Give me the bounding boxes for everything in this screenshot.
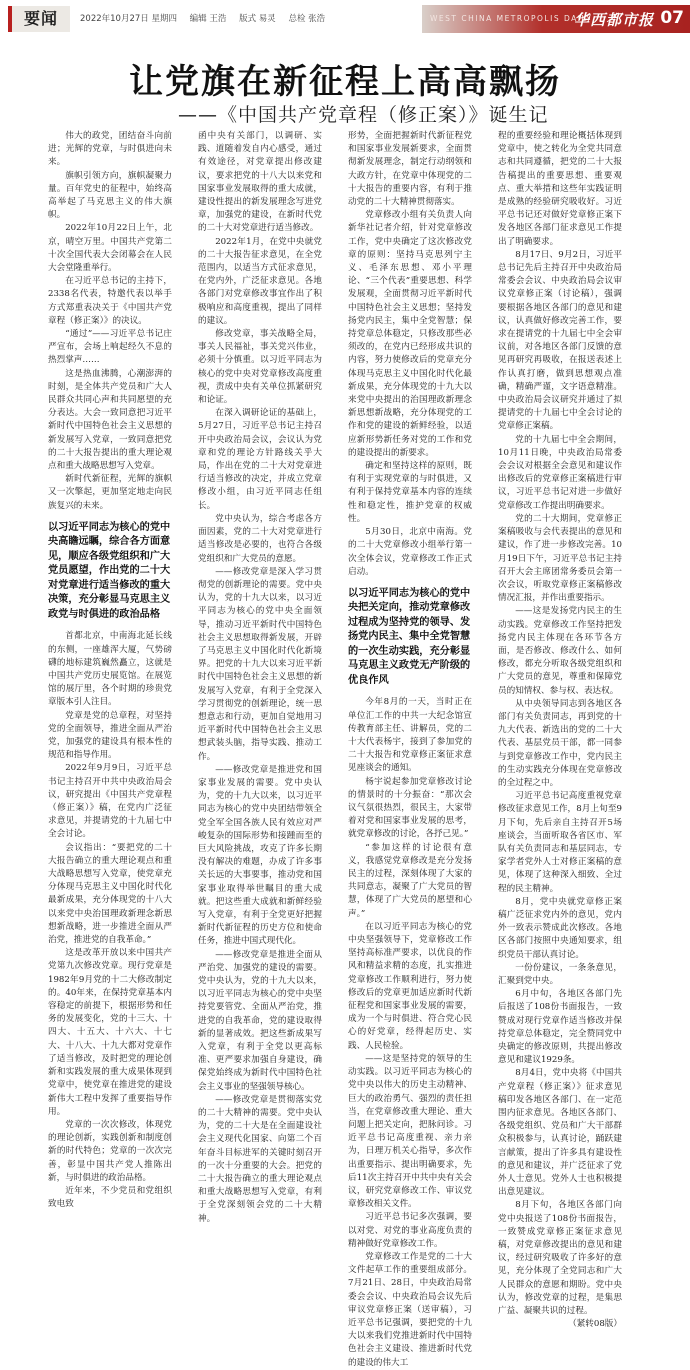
paragraph: 2022年9月9日，习近平总书记主持召开中共中央政治局会议，研究提出《中国共产党章程（修正案）》稿，在党内广泛征求意见，并提请党的十九届七中全会讨论。 bbox=[48, 763, 172, 840]
paragraph: 党的二十大期间，党章修正案稿吸收与会代表提出的意见和建议，作了进一步修改完善。10月19日下午，习近平总书记主持召开大会主席团常务委员会第一次会议，听取党章修正案稿修改情况汇报，并作出重要指示。 bbox=[498, 513, 622, 604]
paragraph: 党的十九届七中全会期间，10月11日晚，中央政治局常委会会议对根据全会意见和建议作出修改后的党章修正案稿进行审议，习近平总书记对进一步做好党章修改工作提出明确要求。 bbox=[498, 434, 622, 511]
paragraph: ——这是坚持党的领导的生动实践。以习近平同志为核心的党中央以伟大的历史主动精神、巨大的政治勇气、强烈的责任担当，在党章修改重大理论、重大问题上把关定向，把脉问诊。习近平总书记高度重视、亲力亲为，日理万机关心指导，多次作出重要指示、提出明确要求，先后11次主持召开中共中央有关会议，研究党章修改工作、审议党章修改相关文件。 bbox=[348, 1053, 472, 1210]
subheading: 以习近平同志为核心的党中央高瞻远瞩，综合各方面意见，顺应各级党组织和广大党员愿望，作出党的二十大对党章进行适当修改的重大决策，充分彰显马克思主义政党与时俱进的政治品格 bbox=[48, 521, 171, 620]
paragraph: 党章修改工作是党的二十大文件起草工作的重要组成部分。7月21日、28日，中央政治局常委会会议、中央政治局会议先后审议党章修正案（送审稿），习近平总书记强调，要把党的十九大以来我们党推进新时代中国特色社会主义建设、推进新时代党的建设的伟大工 bbox=[348, 1251, 472, 1368]
header-meta bbox=[80, 12, 335, 24]
editor-credit: 编辑 王浩 bbox=[189, 14, 227, 24]
paragraph: 程的重要经验和理论概括体现到党章中，使之转化为全党共同意志和共同遵循，把党的二十大报告稿提出的重要思想、重要观点、重大举措和这些年实践证明是成熟的经验研究吸收好。习近平总书记还对做好党章修正案下发各地区各部门征求意见工作提出了明确要求。 bbox=[498, 131, 622, 247]
paragraph: 确定和坚持这样的原则，既有利于实现党章的与时俱进，又有利于保持党章基本内容的连续性和稳定性，推护党章的权威性。 bbox=[348, 461, 472, 524]
article-column-2 bbox=[198, 130, 322, 1226]
paragraph: 修改党章，事关战略全局，事关人民福祉，事关党兴伟业，必须十分慎重。以习近平同志为核心的党中央对党章修改高度重视，责成中央有关单位抓紧研究和论证。 bbox=[198, 329, 322, 406]
paragraph: 6月中旬，各地区各部门先后报送了108份书面报告，一致赞成对现行党章作适当修改并保持党章总体稳定，完全赞同党中央确定的修改原则，共提出修改意见和建议1929条。 bbox=[498, 989, 622, 1066]
section-label: 要闻 bbox=[8, 6, 70, 32]
layout-credit: 版式 易灵 bbox=[239, 14, 276, 24]
issue-date: 2022年10月27日 星期四 bbox=[80, 14, 177, 24]
paper-name: 华西都市报 bbox=[574, 11, 655, 29]
paragraph: 习近平总书记多次强调，要以对党、对党的事业高度负责的精神做好党章修改工作。 bbox=[348, 1212, 472, 1249]
paragraph: 首都北京，中南海北延长线的东侧，一座雄浑大厦，气势磅礴的地标建筑巍然矗立，这就是中国共产党历史展览馆。在展览馆的展厅里，各个时期的珍贵党章版本引人注目。 bbox=[48, 631, 172, 708]
paragraph: 党章的一次次修改，体现党的理论创新，实践创新和制度创新的时代特色；党章的一次次完善，彰显中国共产党人推陈出新，与时俱进的政治品格。 bbox=[48, 1119, 172, 1183]
continuation-note: （紧转08版） bbox=[568, 1319, 622, 1330]
paragraph: 在以习近平同志为核心的党中央坚强领导下，党章修改工作坚持高标准严要求，以优良的作风和精益求精的态度，扎实推进党章修改工作顺利进行，努力使修改后的党章更加适应新时代新征程党和国家事业发展的需要，成为一个与时俱进、符合党心民心的好党章，经得起历史、实践、人民检验。 bbox=[348, 921, 472, 1051]
subheading: 以习近平同志为核心的党中央把关定向，推动党章修改过程成为坚持党的领导、发扬党内民主、集中全党智慧的一次生动实践，充分彰显马克思主义政党无产阶级的优良作风 bbox=[348, 587, 471, 686]
masthead-band bbox=[422, 5, 690, 33]
checker-credit: 总检 张浩 bbox=[288, 14, 326, 24]
paragraph: 8月，党中央就党章修正案稿广泛征求党内外的意见，党内外一致表示赞成此次修改。各地区各部门按照中央通知要求，组织党员干部认真讨论。 bbox=[498, 896, 622, 960]
paragraph: 8月4日，党中央将《中国共产党章程（修正案）》征求意见稿印发各地区各部门、在一定范围内征求意见。各地区各部门、各级党组织、党员和广大干部群众积极参与，认真讨论，踊跃建言献策，提出了许多具有建设性的意见和建议，并广泛征求了党外人士意见。党外人士也积极提出意见建议。 bbox=[498, 1068, 622, 1198]
paragraph: 2022年1月，在党中央就党的二十大报告征求意见，在全党范围内，以适当方式征求意见，在党内外，广泛征求意见。各地各部门对党章修改事宜作出了积极响应和高度重视，提出了同样的建议。 bbox=[198, 236, 322, 326]
paragraph: 函中央有关部门，以调研、实践、道随着发自内心感受，通过有效途径，对党章提出修改建议，要求把党的十八大以来党和国家事业发展取得的重大成就，建设性提出的新发展理念写进党章，加强党的建设，在新时代党的二十大对党章进行适当修改。 bbox=[198, 131, 322, 234]
paragraph: 8月下旬，各地区各部门向党中央报送了108份书面报告，一致赞成党章修正案征求意见稿，对党章修改提出的意见和建议，经过研究吸收了许多好的意见，充分体现了全党同志和广大人民群众的意愿和期盼。党中央认为，修改党章的过程，是集思广益、凝聚共识的过程。 bbox=[498, 1200, 622, 1317]
page-header bbox=[0, 0, 690, 38]
paragraph: “通过”——习近平总书记庄严宣布，会场上响起经久不息的热烈掌声…… bbox=[48, 329, 172, 366]
paragraph: 旗帜引领方向，旗帜凝聚力量。百年党史的征程中，始终高高举起了马克思主义的伟大旗帜。 bbox=[48, 170, 172, 221]
paragraph: 党章修改小组有关负责人向新华社记者介绍，针对党章修改工作，党中央确定了这次修改党章的原则：坚持马克思列宁主义、毛泽东思想、邓小平理论、“三个代表”重要思想、科学发展观，全面贯彻习近平新时代中国特色社会主义思想；坚持发扬党内民主，集中全党智慧；保持党章总体稳定，只修改那些必须改的，在党内已经形成共识的内容，努力使修改后的党章充分体现马克思主义中国化时代化最新成果，充分体现党的十九大以来党中央提出的治国理政新理念新思想新战略，充分体现党的工作和党的建设的新鲜经验，以适应新形势新任务对党的工作和党的建设提出的新要求。 bbox=[348, 210, 472, 458]
paragraph: 从中央领导同志到各地区各部门有关负责同志，再到党的十九大代表、新选出的党的二十大代表、基层党员干部，都一同参与到党章修改工作中，党内民主的生动实践充分体现在党章修改的全过程之中。 bbox=[498, 698, 622, 788]
paragraph: “参加这样的讨论很有意义，我感觉党章修改是充分发扬民主的过程，深刻体现了大家的共同意志，凝聚了广大党员的智慧，体现了广大党员的愿望和心声。” bbox=[348, 842, 472, 919]
paragraph: 2022年10月22日上午，北京，晴空万里。中国共产党第二十次全国代表大会闭幕会在人民大会堂隆重举行。 bbox=[48, 223, 172, 274]
paragraph: 形势，全面把握新时代新征程党和国家事业发展新要求，全面贯彻新发展理念，制定行动纲领和大政方针，在党章中体现党的二十大报告的重要内容，有利于推动党的二十大精神贯彻落实。 bbox=[348, 131, 472, 208]
paragraph: ——修改党章是推进全面从严治党、加强党的建设的需要。党中央认为，党的十九大以来，以习近平同志为核心的党中央坚持党要管党、全面从严治党，推进党的自我革命，党的建设取得新的显著成效。把这些新成果写入党章，有利于全党以更高标准、更严要求加强自身建设，确保党始终成为新时代中国特色社会主义事业的坚强领导核心。 bbox=[198, 949, 322, 1092]
paragraph: 党章是党的总章程，对坚持党的全面领导，推进全面从严治党，加强党的建设具有根本性的规范和指导作用。 bbox=[48, 710, 172, 761]
paragraph: 一份份建议，一条条意见，汇聚到党中央。 bbox=[498, 962, 622, 986]
article-column-3 bbox=[348, 130, 472, 1370]
paragraph: 近年来，不少党员和党组织致电致 bbox=[48, 1185, 172, 1210]
article-subhead: ——《中国共产党章程（修正案）》诞生记 bbox=[178, 104, 549, 126]
paragraph: 在深入调研论证的基础上，5月27日，习近平总书记主持召开中央政治局会议，会议认为党章和党的理论方针路线关乎大局，作出在党的二十大对党章进行适当修改的决定，并成立党章修改小组，由习近平同志任组长。 bbox=[198, 408, 322, 511]
article-headline: 让党旗在新征程上高高飘扬 bbox=[129, 62, 561, 102]
paragraph: ——修改党章是推进党和国家事业发展的需要。党中央认为，党的十九大以来，以习近平同志为核心的党中央团结带领全党全军全国各族人民有效应对严峻复杂的国际形势和接踵而至的巨大风险挑战，攻克了许多长期没有解决的难题，办成了许多事关长远的大事要事，推动党和国家事业取得举世瞩目的重大成就。把这些重大成就和新鲜经验写入党章，有利于全党更好把握新时代新征程的历史方位和使命任务，推进中国式现代化。 bbox=[198, 764, 322, 947]
paragraph: 会议指出：“要把党的二十大报告确立的重大理论观点和重大战略思想写入党章，使党章充分体现马克思主义中国化时代化最新成果，充分体现党的十八大以来党中央治国理政新理念新思想新战略，进一步推进全面从严治党，推进党的自我革命。” bbox=[48, 842, 172, 946]
paragraph: ——这是发扬党内民主的生动实践。党章修改工作坚持把发扬党内民主体现在各环节各方面，是否修改、修改什么、如何修改，都充分听取各级党组织和广大党员的意见，尊重和保障党员的知情权、参与权、表达权。 bbox=[498, 606, 622, 696]
paragraph: 5月30日，北京中南海。党的二十大党章修改小组举行第一次全体会议，党章修改工作正式启动。 bbox=[348, 527, 472, 577]
article-column-4 bbox=[498, 130, 622, 1331]
paragraph: ——修改党章是深入学习贯彻党的创新理论的需要。党中央认为，党的十九大以来，以习近平同志为核心的党中央全面领导，推动习近平新时代中国特色社会主义思想取得新发展，开辟了马克思主义中国化时代化新境界。把党的十九大以来习近平新时代中国特色社会主义思想的新发展写入党章，有利于全党深入学习贯彻党的创新理论，统一思想意志和行动，更加自觉地用习近平新时代中国特色社会主义思想武装头脑，指导实践、推动工作。 bbox=[198, 566, 322, 762]
paragraph: 8月17日、9月2日，习近平总书记先后主持召开中央政治局常委会会议、中央政治局会议审议党章修正案（讨论稿），强调要根据各地区各部门的意见和建议，认真做好修改完善工作，要求在提请党的十九届七中全会审议前，对各地区各部门反馈的意见再研究再吸收，在报送表述上作认真打磨，做到思想观点准确，精确严谨，文字语意精准。中央政治局会议研究并通过了拟提请党的十九届七中全会讨论的党章修正案稿。 bbox=[498, 249, 622, 432]
paragraph: 今年8月的一天，当时正在单位汇工作的中共一大纪念馆宣传教育部主任、讲解员，党的二十大代表杨宇，接到了参加党的二十大报告和党章修正案征求意见座谈会的通知。 bbox=[348, 697, 472, 774]
paragraph: 这是改革开放以来中国共产党第九次修改党章。现行党章是1982年9月党的十二大修改制定的。40年来，在保持党章基本内容稳定的前提下，根据形势和任务的发展变化，党的十三大、十四大、十五大、十六大、十七大、十八大、十九大都对党章作了适当修改，及时把党的理论创新和实践发展的重大成果体现到党章中，使党章在推进党的建设新伟大工程中发挥了重要指导作用。 bbox=[48, 948, 172, 1117]
paragraph: 新时代新征程，光辉的旗帜又一次擎起，更加坚定地走向民族复兴的未来。 bbox=[48, 474, 172, 511]
paragraph: 这是热血沸腾，心潮澎湃的时刻，是全体共产党员和广大人民群众共同心声和共同愿望的充分表达。大会一致同意把习近平新时代中国特色社会主义思想的新发展写入党章，一致同意把党的二十大报告提出的重大理论观点和重大战略思想写入党章。 bbox=[48, 368, 172, 472]
paragraph: 党中央认为，综合考虑各方面因素，党的二十大对党章进行适当修改是必要的，也符合各级党组织和广大党员的意愿。 bbox=[198, 513, 322, 564]
paragraph: 在习近平总书记的主持下，2338名代表，特邀代表以举手方式郑重表决关于《中国共产党章程（修正案）》的决议。 bbox=[48, 276, 172, 326]
masthead-english: WEST CHINA METROPOLIS DAILY bbox=[430, 14, 593, 23]
page-number: 07 bbox=[660, 8, 684, 28]
article-column-1 bbox=[48, 130, 172, 1211]
paragraph: 杨宇说起参加党章修改讨论的情景时的十分振奋：“那次会议气氛很热烈，很民主，大家带着对党和国家事业发展的思考，就党章修改的讨论，各抒己见。” bbox=[348, 776, 472, 840]
paragraph: 习近平总书记高度重视党章修改征求意见工作，8月上旬至9月下旬，先后亲自主持召开5场座谈会，当面听取各省区市、军队有关负责同志和基层同志，专家学者党外人士对修正案稿的意见，体现了这种深入细致、全过程的民主精神。 bbox=[498, 791, 622, 894]
paragraph: 伟大的政党，团结奋斗向前进；光辉的党章，与时俱进向未来。 bbox=[48, 131, 172, 168]
paragraph: ——修改党章是贯彻落实党的二十大精神的需要。党中央认为，党的二十大是在全面建设社会主义现代化国家、向第二个百年奋斗目标进军的关键时刻召开的一次十分重要的大会。把党的二十大报告确立的重大理论观点和重大战略思想写入党章，有利于全党深刻领会党的二十大精神。 bbox=[198, 1094, 322, 1224]
